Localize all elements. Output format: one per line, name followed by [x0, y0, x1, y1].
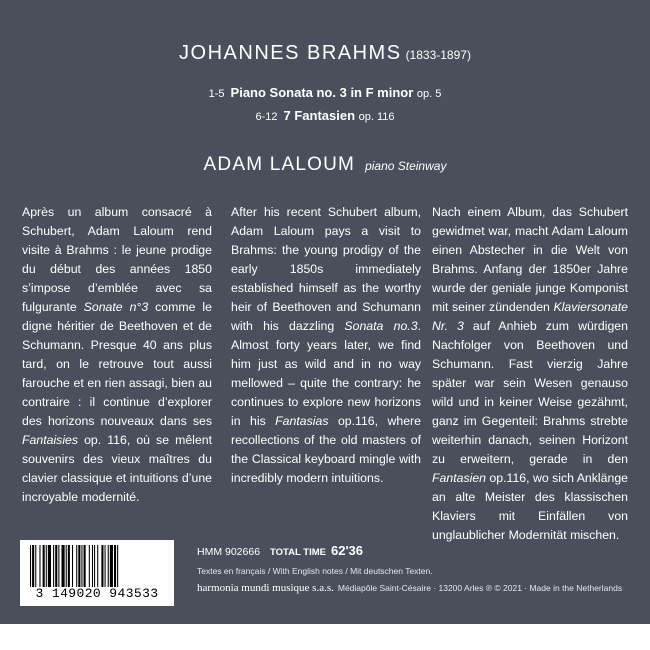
barcode: [20, 540, 174, 606]
work-tracks: 6-12: [255, 111, 278, 123]
notes-text: comme le digne héritier de Beethoven et de Schumann. Presque 40 ans plus tard, on le retrouve tout aussi farouche et en rien assagi, bien au contraire : il continue d’explorer des horizons nouveaux dans ses: [22, 300, 212, 428]
notes-french: [22, 203, 212, 507]
artist-line: [0, 154, 650, 176]
catalog-number: HMM 902666: [197, 546, 261, 558]
notes-english: [231, 203, 421, 488]
notes-title: Fantasien: [432, 471, 487, 485]
work-opus: op. 116: [358, 111, 395, 123]
notes-text: op. 116, où se mêlent souvenirs des vieux maîtres du clavier classique et intuitions d’une incroyable modernité.: [22, 433, 212, 504]
notes-text: Après un album consacré à Schubert, Adam Laloum rend visite à Brahms : le jeune prodige du début des années 1850 s’impose d’emblée avec sa fulgurante: [22, 205, 212, 314]
notes-title: Sonata no.3: [344, 319, 418, 333]
languages-note: Textes en français / With English notes / Mit deutschen Texten.: [197, 566, 433, 576]
total-time-label: TOTAL TIME: [270, 547, 326, 558]
notes-title: Fantasias: [275, 414, 329, 428]
notes-title: Sonate n°3: [83, 300, 149, 314]
catalog-line: [197, 543, 363, 558]
work-tracks: 1-5: [208, 88, 225, 100]
barcode-digits: 3 149020 943533: [35, 586, 159, 601]
work-item: [0, 82, 650, 105]
total-time: 62'36: [330, 543, 363, 558]
label-line: [197, 582, 622, 594]
work-title: Piano Sonata no. 3 in F minor: [230, 85, 414, 100]
artist-name: ADAM LALOUM: [203, 154, 356, 175]
notes-title: Fantaisies: [22, 433, 79, 447]
notes-title: Klaviersonate Nr. 3: [432, 300, 628, 333]
notes-text: op.116, wo sich Anklänge an alte Meister des klassischen Klaviers mit Einfällen von unglaublicher Modernität mischen.: [432, 471, 628, 542]
artist-instrument: piano Steinway: [365, 159, 447, 173]
composer-dates: (1833-1897): [405, 48, 471, 62]
label-address: Médiapôle Saint-Césaire · 13200 Arles ℗ © 2021 · Made in the Netherlands: [337, 583, 623, 593]
composer-name: JOHANNES BRAHMS: [179, 42, 402, 64]
notes-text: auf Anhieb zum würdigen Nachfolger von Beethoven und Schumann. Fast vierzig Jahre später war sein Wesen genauso wild und in keiner Weise gezähmt, ganz im Gegenteil: Brahms strebte weiterhin danach, seinen Horizont zu erweitern, gerade in den: [432, 319, 628, 466]
label-name: harmonia mundi musique s.a.s.: [197, 582, 334, 594]
works-list: [0, 82, 650, 128]
notes-text: . Almost forty years later, we find him just as wild and in no way mellowed – quite the contrary: he continues to explore new horizons in his: [231, 319, 421, 428]
notes-text: op.116, where recollections of the old masters of the Classical keyboard mingle with incredibly modern intuitions.: [231, 414, 421, 485]
notes-text: After his recent Schubert album, Adam Laloum pays a visit to Brahms: the young prodigy of the early 1850s immediately established himself as the worthy heir of Beethoven and Schumann with his dazzling: [231, 205, 421, 333]
work-title: 7 Fantasien: [283, 108, 356, 123]
work-item: [0, 105, 650, 128]
composer-heading: [0, 42, 650, 65]
notes-text: Nach einem Album, das Schubert gewidmet war, macht Adam Laloum einen Abstecher in die Welt von Brahms. Anfang der 1850er Jahre wurde der geniale junge Komponist mit seiner zündenden: [432, 205, 628, 314]
work-opus: op. 5: [416, 88, 442, 100]
notes-german: [432, 203, 628, 545]
barcode-bars: [30, 545, 164, 587]
